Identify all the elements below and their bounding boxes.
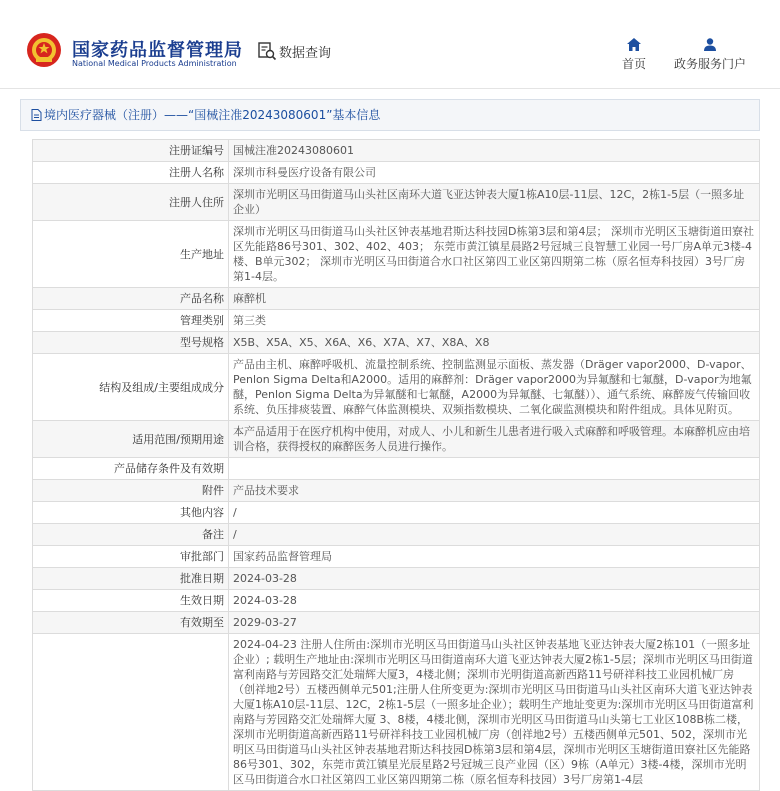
table-row (33, 332, 760, 354)
row-label: 注册人住所 (33, 184, 229, 221)
row-value: 深圳市科曼医疗设备有限公司 (229, 162, 760, 184)
nav-home[interactable] (617, 38, 651, 72)
nav-service-portal-label: 政务服务门户 (673, 57, 746, 71)
row-label: 其他内容 (33, 502, 229, 524)
row-value: 2024-03-28 (229, 590, 760, 612)
row-value: 产品技术要求 (229, 480, 760, 502)
table-row (33, 612, 760, 634)
row-label: 附件 (33, 480, 229, 502)
row-label: 批准日期 (33, 568, 229, 590)
row-label: 产品储存条件及有效期 (33, 458, 229, 480)
document-icon (31, 109, 42, 121)
national-emblem-logo[interactable] (26, 32, 62, 68)
nav-service-portal[interactable] (672, 38, 748, 72)
nav-home-label: 首页 (621, 57, 646, 71)
table-row (33, 421, 760, 458)
table-row (33, 458, 760, 480)
row-value: 2024-04-23 注册人住所由:深圳市光明区马田街道马山头社区钟表基地飞亚达钟表大厦2栋101（一照多址企业）; 载明生产地址由:深圳市光明区马田街道南环大道飞亚达钟表大厦2栋1-5层；深圳市光明区马田街道富利南路与芳园路交汇处瑞辉大厦3，4楼北侧；深圳市光明街道高新西路11号研祥科技工业园机械厂房（创祥地2号）五楼西侧单元501;注册人住所变更为:深圳市光明区马田街道马山头社区南环大道飞亚达钟表大厦1栋A10层-11层、12C，2栋1-5层（一照多址企业）；载明生产地址变更为:深圳市光明区马田街道富利南路与芳园路交汇处瑞辉大厦 3、8楼，4楼北侧，深圳市光明区马田街道马山头第七工业区108B栋二楼，深圳市光明街道高新西路11号研祥科技工业园机械厂房（创祥地2号）五楼西侧单元501、502，深圳市光明区马田街道马山头社区钟表基地君斯达科技园D栋第3层和第4层，深圳市光明区玉塘街道田寮社区先能路86号301、302，东莞市黄江镇星光辰星路2号冠城三良产业园（区）9栋（A单元）3楼-4楼，深圳市光明区马田街道合水口社区第四工业区第四期第二栋（原名恒寿科技园）3号厂房第1-4层 (229, 634, 760, 791)
row-value: 2029-03-27 (229, 612, 760, 634)
home-icon (627, 38, 641, 51)
row-value: X5B、X5A、X5、X6A、X6、X7A、X7、X8A、X8 (229, 332, 760, 354)
site-title[interactable]: 国家药品监督管理局 (72, 40, 243, 61)
table-row (33, 184, 760, 221)
row-label: 备注 (33, 524, 229, 546)
row-value (229, 458, 760, 480)
device-info-table (32, 139, 760, 791)
table-row (33, 568, 760, 590)
site-header (0, 0, 780, 89)
row-value: 深圳市光明区马田街道马山头社区南环大道飞亚达钟表大厦1栋A10层-11层、12C，2栋1-5层（一照多址企业） (229, 184, 760, 221)
row-value: 国家药品监督管理局 (229, 546, 760, 568)
table-row (33, 590, 760, 612)
row-value: 深圳市光明区马田街道马山头社区钟表基地君斯达科技园D栋第3层和第4层； 深圳市光明区玉塘街道田寮社区先能路86号301、302、402、403； 东莞市黄江镇星晨路2号冠城三良智慧工业园一号厂房A单元3楼-4楼、B单元302； 深圳市光明区马田街道合水口社区第四工业区第四期第二栋（原名恒寿科技园）3号厂房第1-4层。 (229, 221, 760, 288)
row-label (33, 634, 229, 791)
row-label: 产品名称 (33, 288, 229, 310)
row-label: 注册人名称 (33, 162, 229, 184)
row-value: 麻醉机 (229, 288, 760, 310)
table-row (33, 502, 760, 524)
row-value: 本产品适用于在医疗机构中使用，对成人、小儿和新生儿患者进行吸入式麻醉和呼吸管理。本麻醉机应由培训合格，获得授权的麻醉医务人员进行操作。 (229, 421, 760, 458)
table-row (33, 310, 760, 332)
breadcrumb-text: 境内医疗器械（注册）——“国械注准20243080601”基本信息 (44, 108, 381, 122)
row-label: 结构及组成/主要组成成分 (33, 354, 229, 421)
table-row (33, 140, 760, 162)
row-value: 产品由主机、麻醉呼吸机、流量控制系统、控制监测显示面板、蒸发器（Dräger vapor2000、D-vapor、Penlon Sigma Delta和A2000。适用的麻醉剂：Dräger vapor2000为异氟醚和七氟醚，D-vapor为地氟醚，Penlon Sigma Delta为异氟醚和七氟醚，A2000为异氟醚、七氟醚））、通气系统、麻醉废气传输回收系统、负压排痰装置、麻醉气体监测模块、双频指数模块、二氧化碳监测模块和附件组成。具体见附页。 (229, 354, 760, 421)
site-subtitle: National Medical Products Administration (72, 59, 237, 68)
row-label: 管理类别 (33, 310, 229, 332)
row-value: / (229, 502, 760, 524)
table-row (33, 354, 760, 421)
table-row (33, 524, 760, 546)
row-value: / (229, 524, 760, 546)
data-query-label: 数据查询 (279, 46, 332, 61)
breadcrumb (20, 99, 760, 131)
row-value: 国械注准20243080601 (229, 140, 760, 162)
table-row (33, 288, 760, 310)
row-value: 第三类 (229, 310, 760, 332)
row-label: 适用范围/预期用途 (33, 421, 229, 458)
table-row (33, 221, 760, 288)
data-query-link[interactable] (257, 42, 331, 61)
user-icon (703, 38, 717, 51)
row-label: 注册证编号 (33, 140, 229, 162)
table-row (33, 546, 760, 568)
row-label: 生效日期 (33, 590, 229, 612)
row-label: 型号规格 (33, 332, 229, 354)
table-row (33, 480, 760, 502)
table-row (33, 634, 760, 791)
row-label: 生产地址 (33, 221, 229, 288)
row-label: 审批部门 (33, 546, 229, 568)
row-value: 2024-03-28 (229, 568, 760, 590)
table-row (33, 162, 760, 184)
row-label: 有效期至 (33, 612, 229, 634)
